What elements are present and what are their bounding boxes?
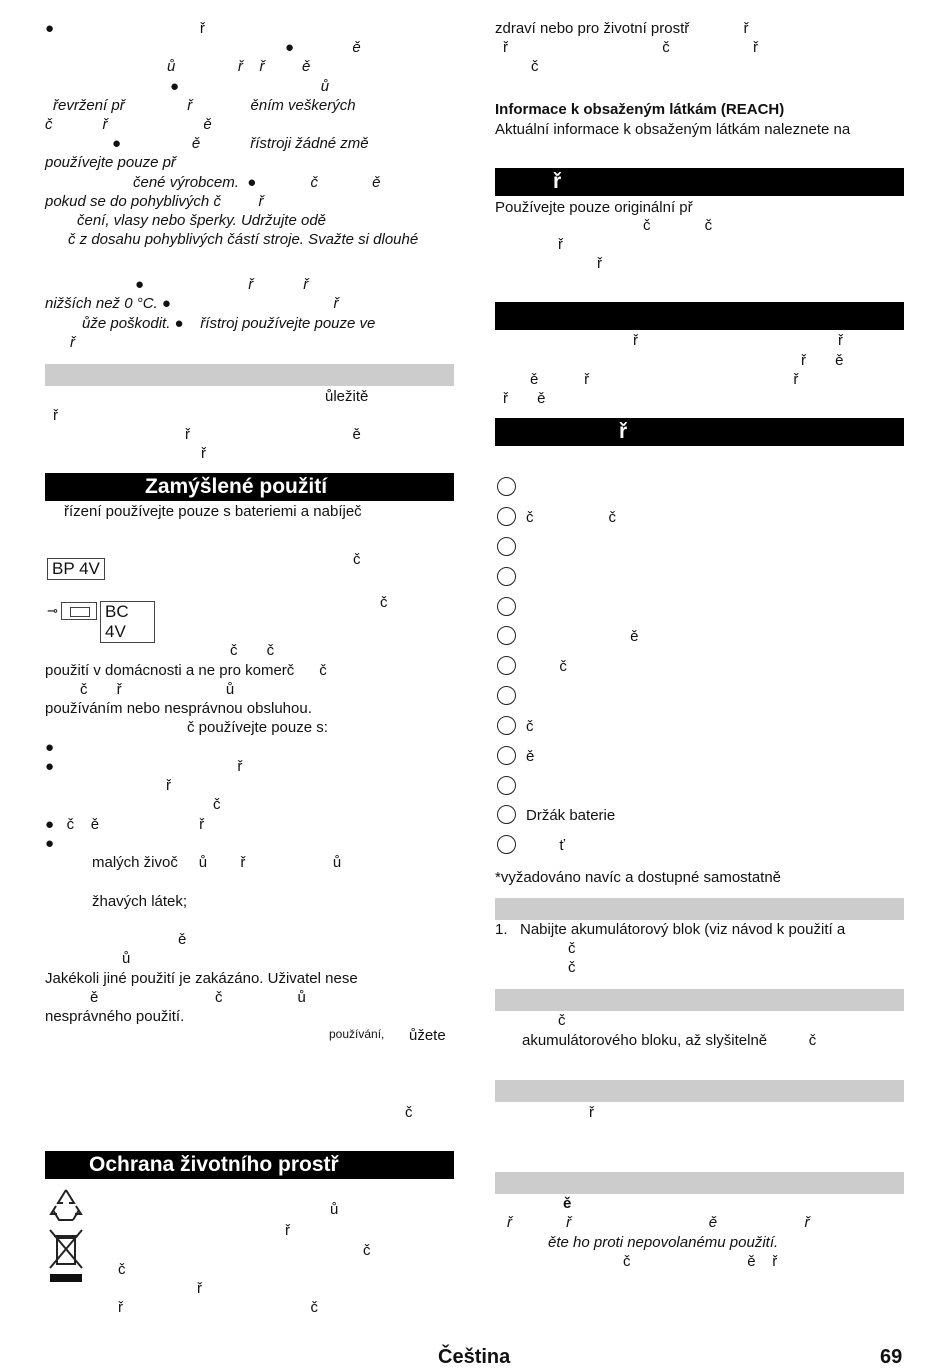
section-header-bar	[495, 989, 904, 1011]
text-line: č	[558, 1012, 566, 1029]
text-line: ůležitě	[325, 388, 369, 405]
text-line: nesprávného použití.	[45, 1008, 185, 1025]
section-header-bar	[495, 1172, 904, 1194]
text-line: ● ř ř	[135, 276, 309, 293]
part-label: ě	[526, 748, 535, 765]
text-line: ř	[589, 1104, 594, 1121]
text-line: ů	[330, 1201, 339, 1218]
part-number-circle	[497, 835, 516, 854]
text-line: žhavých látek;	[92, 893, 188, 910]
footer-language: Čeština	[438, 1346, 511, 1368]
text-line: ěte ho proti nepovolanému použití.	[548, 1234, 779, 1251]
text-line: č z dosahu pohyblivých částí stroje. Svažte si dlouhé	[68, 231, 419, 248]
text-line: Jakékoli jiné použití je zakázáno. Uživatel nese	[45, 970, 358, 987]
text-line: č	[568, 959, 576, 976]
section-header-intended-use	[45, 473, 454, 501]
charger-symbol: BC 4V	[100, 601, 155, 643]
text-line: ř č	[118, 1299, 319, 1316]
text-line: ř ř ě ř	[507, 1214, 810, 1231]
text-line: ě ř ř	[530, 371, 799, 388]
text-line: ů	[122, 950, 131, 967]
part-label: č	[526, 718, 534, 735]
text-line: ● ě	[285, 39, 361, 56]
section-title: Ochrana životního prostř	[89, 1153, 339, 1176]
text-line: ● č ě ř	[45, 816, 205, 833]
text-line: č č	[230, 642, 275, 659]
text-line: č používejte pouze s:	[187, 719, 328, 736]
text-line: ř ě	[185, 426, 361, 443]
text-line: používejte pouze př	[45, 154, 176, 171]
text-line: ůže poškodit. ● řístroj používejte pouze ve	[82, 315, 376, 332]
text-line: ř ě	[801, 352, 844, 369]
plug-icon: ⊸	[47, 603, 58, 618]
text-line: akumulátorového bloku, až slyšitelně č	[522, 1032, 817, 1049]
section-header-environment	[45, 1151, 454, 1179]
text-line: ř	[285, 1222, 290, 1239]
section-header-transport	[495, 302, 904, 330]
section-header-description	[495, 418, 904, 446]
text-line: č	[380, 594, 388, 611]
text-line: č ř ě	[45, 116, 212, 133]
section-title: ř	[553, 170, 562, 193]
text-line: č	[363, 1242, 371, 1259]
part-number-circle	[497, 477, 516, 496]
text-line: ř č ř	[503, 39, 759, 56]
section-header-accessories	[495, 168, 904, 196]
charge-step: 1. Nabijte akumulátorový blok (viz návod k použití a	[495, 921, 846, 938]
text-line: ř	[70, 334, 75, 351]
part-number-circle	[497, 567, 516, 586]
text-line: ● ř	[45, 20, 205, 37]
text-line: ř	[53, 407, 58, 424]
text-line: ř	[201, 445, 206, 462]
recycling-icon	[47, 1186, 85, 1224]
text-line: používáním nebo nesprávnou obsluhou.	[45, 700, 312, 717]
waste-bin-icon	[48, 1228, 84, 1284]
section-header-bar	[495, 1080, 904, 1102]
text-line: ř ř	[633, 332, 844, 349]
text-line: ůžete	[409, 1027, 446, 1044]
part-number-circle	[497, 626, 516, 645]
text-line: č	[353, 551, 361, 568]
text-line: použití v domácnosti a ne pro komerč č	[45, 662, 327, 679]
charger-symbol-group	[47, 601, 155, 641]
part-label: ť	[526, 837, 565, 854]
small-text: používání,	[329, 1027, 385, 1041]
footnote: *vyžadováno navíc a dostupné samostatně	[495, 869, 782, 886]
reach-text: Aktuální informace k obsaženým látkám naleznete na	[495, 121, 851, 138]
text-line: ř	[597, 255, 602, 272]
text-line: ● ů	[170, 78, 330, 95]
section-title: ř	[619, 420, 628, 443]
part-number-circle	[497, 716, 516, 735]
text-line: č	[118, 1261, 126, 1278]
reach-title: Informace k obsaženým látkám (REACH)	[495, 101, 785, 118]
part-label: č č	[526, 509, 617, 526]
battery-symbol: BP 4V	[47, 558, 105, 580]
text-line: čení, vlasy nebo šperky. Udržujte odě	[77, 212, 327, 229]
page-number: 69	[880, 1346, 903, 1368]
text-line: č	[531, 58, 539, 75]
part-number-circle	[497, 537, 516, 556]
part-label: Držák baterie	[526, 807, 616, 824]
text-line: č	[213, 796, 221, 813]
text-line: č	[568, 940, 576, 957]
text-line: ř	[197, 1280, 202, 1297]
text-line: ř	[558, 236, 563, 253]
section-title: Zamýšlené použití	[145, 475, 328, 498]
text-line: pokud se do pohyblivých č ř	[45, 193, 264, 210]
part-number-circle	[497, 805, 516, 824]
text-line: č ř ů	[80, 681, 235, 698]
section-header-bar	[495, 898, 904, 920]
text-line: č č	[643, 217, 713, 234]
text-line: Používejte pouze originální př	[495, 199, 693, 216]
part-label: č	[526, 658, 567, 675]
text-line: zdraví nebo pro životní prostř ř	[495, 20, 749, 37]
part-number-circle	[497, 746, 516, 765]
text-line: ●	[45, 739, 55, 756]
text-line: čené výrobcem. ● č ě	[133, 174, 381, 191]
section-header-bar	[45, 364, 454, 386]
text-line: malých živoč ů ř ů	[92, 854, 342, 871]
part-number-circle	[497, 597, 516, 616]
text-line: ● ě řístroji žádné změ	[112, 135, 369, 152]
part-number-circle	[497, 686, 516, 705]
text-line: řízení používejte pouze s bateriemi a nabíječ	[64, 503, 362, 520]
text-line: ●	[45, 835, 55, 852]
text-line: ř	[166, 777, 171, 794]
text-line: ě	[178, 931, 187, 948]
text-line: ● ř	[45, 758, 243, 775]
part-number-circle	[497, 776, 516, 795]
part-number-circle	[497, 656, 516, 675]
part-number-circle	[497, 507, 516, 526]
text-line: ř ě	[503, 390, 546, 407]
part-label: ě	[526, 628, 639, 645]
text-line: ě č ů	[90, 989, 306, 1006]
text-line: nižších než 0 °C. ● ř	[45, 295, 339, 312]
text-line: ě	[563, 1195, 572, 1212]
text-line: č	[405, 1104, 413, 1121]
text-line: ů ř ř ě	[167, 58, 311, 75]
charger-icon	[61, 602, 97, 620]
text-line: řevržení př ř ěním veškerých	[53, 97, 356, 114]
text-line: č ě ř	[623, 1253, 778, 1270]
